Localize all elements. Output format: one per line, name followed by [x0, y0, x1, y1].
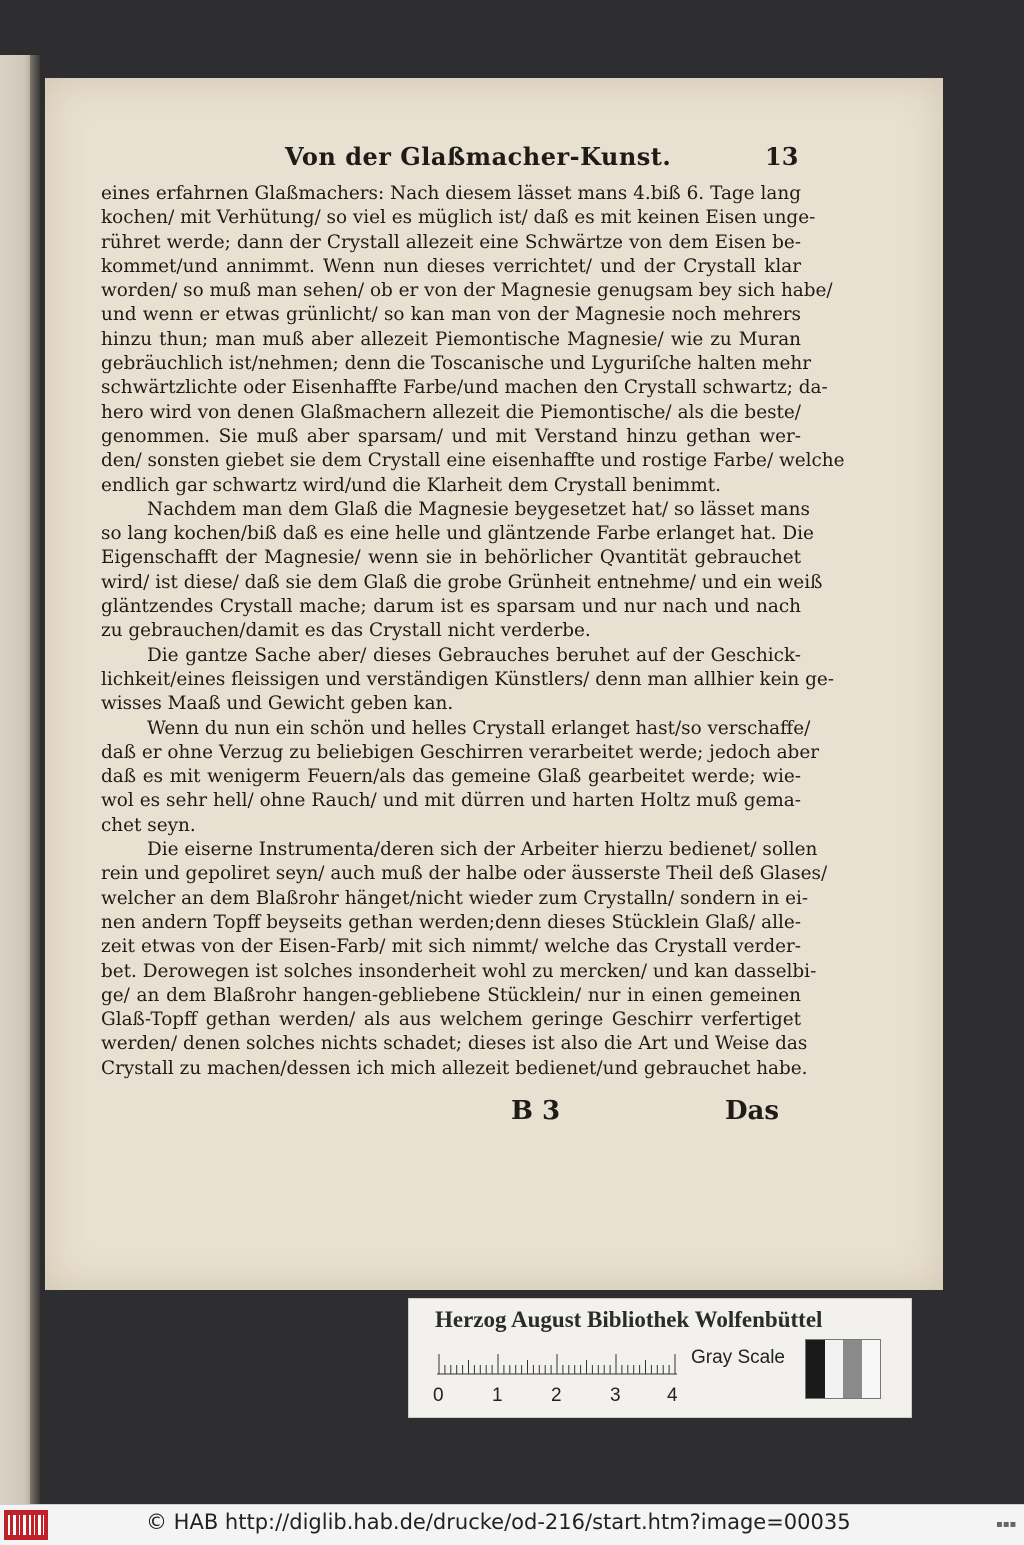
text-line: Die eiserne Instrumenta/deren sich der Arbeiter hierzu bedienet/ sollen — [147, 839, 818, 861]
text-line: rühret werde; dann der Crystall allezeit eine Schwärtze von dem Eisen be- — [101, 231, 801, 253]
text-line: Nachdem man dem Glaß die Magnesie beygesetzet hat/ so lässet mans — [147, 498, 810, 520]
text-line: zeit etwas von der Eisen-Farb/ mit sich nimmt/ welche das Crystall verder- — [101, 936, 801, 958]
ruler-number: 2 — [551, 1385, 562, 1406]
hab-logo-icon[interactable] — [4, 1510, 48, 1540]
text-line: hero wird von denen Glaßmachern allezeit die Piemontische/ als die beste/ — [101, 401, 801, 423]
text-line: nen andern Topff beyseits gethan werden;denn dieses Stücklein Glaß/ alle- — [101, 911, 801, 933]
text-line: wol es sehr hell/ ohne Rauch/ und mit dürren und harten Holtz muß gema- — [101, 790, 801, 812]
text-line: ge/ an dem Blaßrohr hangen-gebliebene Stücklein/ nur in einen gemeinen — [101, 984, 801, 1006]
viewer-status-bar — [0, 1504, 1024, 1545]
text-line: und wenn er etwas grünlicht/ so kan man von der Magnesie noch mehrers — [101, 304, 801, 326]
ruler-numbers — [429, 1385, 689, 1411]
gray-swatch — [806, 1340, 825, 1398]
signature-mark: B 3 — [511, 1096, 561, 1126]
text-line: werden/ denen solches nichts schadet; dieses ist also die Art und Weise das — [101, 1033, 808, 1055]
running-title: Von der Glaßmacher-Kunst. — [285, 142, 672, 171]
ruler-number: 1 — [492, 1385, 503, 1406]
book-gutter — [30, 55, 40, 1505]
catchword: Das — [725, 1096, 780, 1126]
text-line: chet seyn. — [101, 814, 196, 836]
gray-swatch — [862, 1340, 881, 1398]
text-line: hinzu thun; man muß aber allezeit Piemontische Magnesie/ wie zu Muran — [101, 328, 801, 350]
text-line: welcher an dem Blaßrohr hänget/nicht wieder zum Crystalln/ sondern in ei- — [101, 887, 809, 909]
text-line: gläntzendes Crystall mache; darum ist es sparsam und nur nach und nach — [101, 596, 801, 618]
page-header — [45, 140, 943, 180]
book-page — [45, 78, 943, 1290]
text-line: Wenn du nun ein schön und helles Crystall erlanget hast/so verschaffe/ — [147, 717, 811, 739]
gray-swatches — [805, 1339, 881, 1399]
text-line: eines erfahrnen Glaßmachers: Nach diesem lässet mans 4.biß 6. Tage lang — [101, 183, 801, 204]
text-line: bet. Derowegen ist solches insonderheit wohl zu mercken/ und kan dasselbi- — [101, 960, 817, 982]
text-line: daß er ohne Verzug zu beliebigen Geschirren verarbeitet werde; jedoch aber — [101, 741, 819, 763]
text-line: Glaß-Topff gethan werden/ als aus welchem geringe Geschirr verfertiget — [101, 1009, 801, 1031]
text-line: Crystall zu machen/dessen ich mich allezeit bedienet/und gebrauchet habe. — [101, 1057, 808, 1079]
ruler-number: 0 — [433, 1385, 444, 1406]
text-line: worden/ so muß man sehen/ ob er von der Magnesie genugsam bey sich habe/ — [101, 280, 833, 302]
text-line: endlich gar schwartz wird/und die Klarheit dem Crystall benimmt. — [101, 474, 722, 496]
text-line: den/ sonsten giebet sie dem Crystall eine eisenhaffte und rostige Farbe/ welche — [101, 450, 845, 472]
ruler-scale — [437, 1349, 687, 1375]
ruler-number: 4 — [667, 1385, 678, 1406]
ruler-number: 3 — [610, 1385, 621, 1406]
text-line: daß es mit wenigerm Feuern/als das gemeine Glaß gearbeitet werde; wie- — [101, 766, 801, 788]
text-line: kommet/und annimmt. Wenn nun dieses verrichtet/ und der Crystall klar — [101, 255, 801, 277]
text-line: Die gantze Sache aber/ dieses Gebrauches beruhet auf der Geschick- — [147, 644, 801, 666]
text-line: kochen/ mit Verhütung/ so viel es müglich ist/ daß es mit keinen Eisen unge- — [101, 207, 816, 229]
text-line: schwärtzlichte oder Eisenhaffte Farbe/und machen den Crystall schwartz; da- — [101, 377, 828, 399]
gray-scale-label: Gray Scale — [691, 1347, 785, 1368]
left-page-edge — [0, 55, 40, 1505]
text-line: wird/ ist diese/ daß sie dem Glaß die grobe Grünheit entnehme/ und ein weiß — [101, 571, 823, 593]
gray-swatch — [825, 1340, 844, 1398]
text-line: zu gebrauchen/damit es das Crystall nicht verderbe. — [101, 620, 591, 642]
page-footer — [45, 1096, 943, 1136]
text-line: rein und gepoliret seyn/ auch muß der halbe oder äusserste Theil deß Glases/ — [101, 863, 828, 885]
text-line: so lang kochen/biß daß es eine helle und gläntzende Farbe erlanget hat. Die — [101, 523, 814, 545]
library-name: Herzog August Bibliothek Wolfenbüttel — [435, 1307, 823, 1332]
text-line: Eigenschafft der Magnesie/ wenn sie in behörlicher Qvantität gebrauchet — [101, 547, 801, 569]
source-url[interactable]: © HAB http://diglib.hab.de/drucke/od-216/start.htm?image=00035 — [146, 1510, 851, 1534]
body-text — [101, 182, 845, 1081]
gray-swatch — [843, 1340, 862, 1398]
text-line: gebräuchlich ist/nehmen; denn die Toscanische und Lyguriſche halten mehr — [101, 353, 812, 375]
text-line: lichkeit/eines fleissigen und verständigen Künstlers/ denn man allhier kein ge- — [101, 668, 834, 690]
text-line: wisses Maaß und Gewicht geben kan. — [101, 693, 454, 715]
text-line: genommen. Sie muß aber sparsam/ und mit Verstand hinzu gethan wer- — [101, 425, 801, 447]
corner-mark: ▪▪▪ — [996, 1519, 1017, 1530]
page-number: 13 — [765, 142, 799, 171]
color-scale-card — [408, 1298, 912, 1418]
